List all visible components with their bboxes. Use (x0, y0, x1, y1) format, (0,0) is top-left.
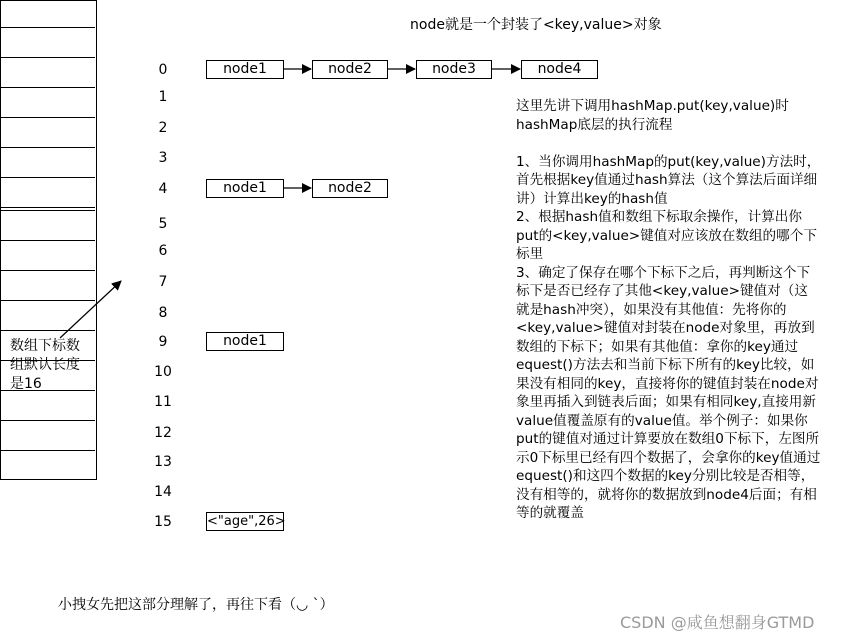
node-4-2: node2 (312, 179, 388, 198)
index-label: 11 (154, 394, 172, 410)
index-label: 1 (158, 89, 168, 105)
index-label: 6 (158, 243, 168, 259)
node-0-2: node2 (312, 60, 388, 79)
index-label: 13 (154, 454, 172, 470)
index-label: 15 (154, 514, 172, 530)
index-label: 10 (154, 364, 172, 380)
diagram-title: node就是一个封装了<key,value>对象 (410, 17, 662, 33)
index-label: 7 (158, 274, 168, 290)
pointer-arrow (60, 281, 121, 338)
node-15-1: <"age",26> (207, 514, 286, 529)
bottom-note: 小拽女先把这部分理解了，再往下看（◡ ˋ） (58, 597, 334, 613)
explanation-text (516, 97, 821, 523)
index-label: 14 (154, 484, 172, 500)
index-label: 0 (158, 62, 168, 78)
explanation-intro: 这里先讲下调用hashMap.put(key,value)时hashMap底层的执行流程 (516, 98, 789, 133)
index-label: 3 (158, 150, 168, 166)
index-label: 9 (158, 334, 168, 350)
node-0-1: node1 (206, 60, 284, 79)
index-label: 4 (158, 181, 168, 197)
index-label: 2 (158, 120, 168, 136)
node-0-3: node3 (416, 60, 492, 79)
node-9-1: node1 (206, 332, 284, 351)
node-4-1: node1 (206, 179, 284, 198)
explanation-step-3: 3、确定了保存在哪个下标下之后，再判断这个下标下是否已经存了其他<key,value>键值对（这就是hash冲突），如果没有其他值：先将你的<key,value>键值对封装在node对象里，再放到数组的下标下；如果有其他值：拿你的key通过equest()方法去和当前下标下所有的key比较，如果没有相同的key，直接将你的键值封装在node对象里再插入到链表后面；如果有相同key,直接用新value值覆盖原有的value值。举个例子：如果你put的键值对通过计算要放在数组0下标下，左图所示0下标里已经有四个数据了，会拿你的key值通过equest()和这四个数据的key分别比较是否相等，没有相等的，就将你的数据放到node4后面；有相等的就覆盖 (516, 264, 821, 521)
index-label: 5 (158, 216, 168, 232)
explanation-step-1: 1、当你调用hashMap的put(key,value)方法时，首先根据key值通过hash算法（这个算法后面详细讲）计算出key的hash值 (516, 153, 821, 207)
node-0-4: node4 (521, 60, 598, 79)
explanation-step-2: 2、根据hash值和数组下标取余操作，计算出你put的<key,value>键值对应该放在数组的哪个下标里 (516, 209, 817, 262)
index-label: 12 (154, 425, 172, 441)
watermark: CSDN @咸鱼想翻身GTMD (620, 613, 815, 632)
array-length-label: 数组下标数组默认长度是16 (10, 338, 80, 392)
explanation-gap (516, 134, 821, 153)
index-label: 8 (158, 305, 168, 321)
